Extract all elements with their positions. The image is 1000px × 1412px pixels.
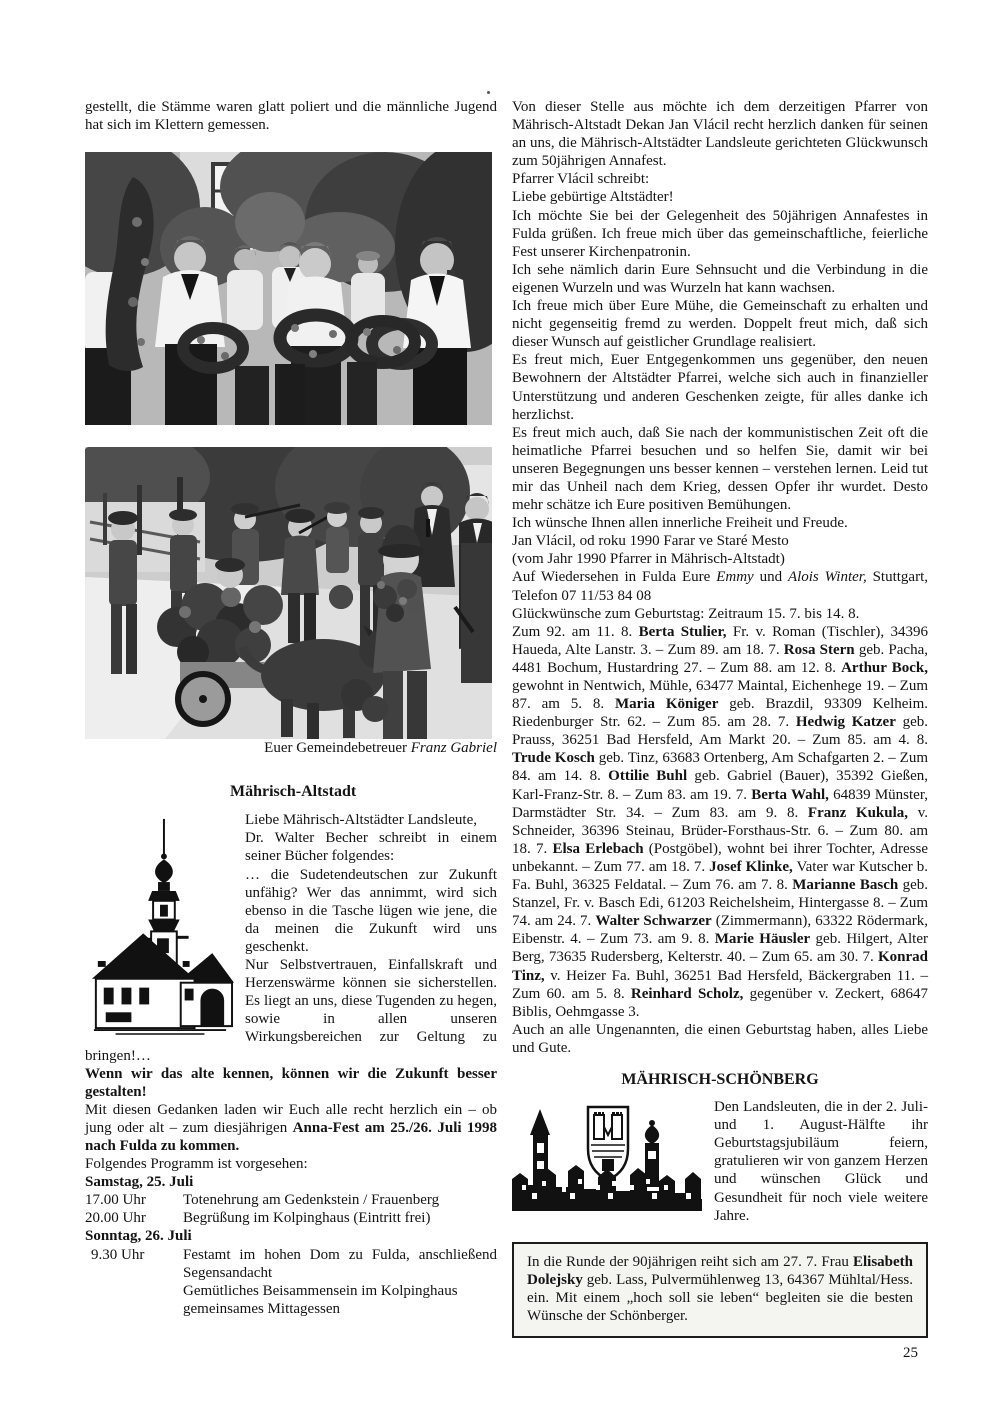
church-illustration xyxy=(85,813,235,1035)
paragraph: Ich wünsche Ihnen allen innerliche Freiheit und Freude. xyxy=(512,515,848,532)
program-time: 9.30 Uhr xyxy=(91,1246,145,1263)
birthday-list: Zum 92. am 11. 8. Berta Stulier, Fr. v. Roman (Tischler), 34396 Haueda, Alte Lanstr. 3. – Zum 89. am 18. 7. Rosa Stern geb. Pacha, 4481 Bochum, Hustardring 27. – Zum 88. am 12. 8. Arthur Bock, gewohnt in Nentwich, Mühle, 63477 Maintal, Eichenhege 19. – Zum 87. am 5. 8. Maria Königer geb. Brazdil, 93309 Kelheim. Riedenburger Str. 62. – Zum 85. am 28. 7. Hedwig Katzer geb. Prauss, 36251 Bad Hersfeld, Am Markt 20. – Zum 85. am 4. 8. Trude Kosch geb. Tinz, 63683 Ortenberg, Am Schafgarten 2. – Zum 84. am 14. 8. Ottilie Buhl geb. Gabriel (Bauer), 35392 Gießen, Karl-Franz-Str. 8. – Zum 83. am 19. 7. Berta Wahl, 64839 Münster, Darmstädter Str. 34. – Zum 83. am 9. 8. Franz Kukula, v. Schneider, 36396 Steinau, Brüder-Forsthaus-Str. 6. – Zum 80. am 18. 7. Elsa Erlebach (Postgöbel), wohnt bei ihrer Tochter, Adresse unbekannt. – Zum 77. am 18. 7. Josef Klinke, Vater war Kutscher b. Fa. Buhl, 36325 Feldatal. – Zum 76. am 7. 8. Marianne Basch geb. Stanzel, Fr. v. Basch Edi, 61203 Reichelsheim, Hintergasse 8. – Zum 74. am 24. 7. Walter Schwarzer (Zimmermann), 63322 Rödermark, Eibenstr. 4. – Zum 73. am 9. 8. Marie Häusler geb. Hilgert, Alter Berg, 73635 Rudersberg, Kelterstr. 40. – Zum 65. am 30. 7. Konrad Tinz, v. Heizer Fa. Buhl, 36251 Bad Hersfeld, Bäckergraben 11. – Zum 60. am 5. 8. Reinhard Scholz, gegenüber v. Zeckert, 68647 Biblis, Oehmgasse 3. xyxy=(512,623,929,1020)
paragraph: Es freut mich auch, daß Sie nach der kommunistischen Zeit oft die heimatliche Pfarrei besuchen und so helfen Sie, damit wir bei unseren Begegnungen uns besser kennen – verstehen lernen. Leid tut mir das Unheil nach dem Krieg, dessen Opfer ihr wurdet. Desto mehr schätze ich Eure positiven Bemühungen. xyxy=(512,424,928,514)
annafest-photo-girls-with-garlands xyxy=(85,152,492,425)
annafest-photo-procession-dog-cart xyxy=(85,447,492,739)
schoenberg-text: Den Landsleuten, die in der 2. Juli- und 1. August-Hälfte ihr Geburtstagsjubiläum feiern, gratulieren wir von ganzem Herzen und wünschen Glück und Gesundheit für noch viele weitere Jahre. xyxy=(714,1099,928,1224)
program-time xyxy=(85,1282,183,1300)
birthday-outro: Auch an alle Ungenannten, die einen Geburtstag haben, alles Liebe und Gute. xyxy=(512,1021,928,1056)
altstadt-paragraph: Nur Selbstvertrauen, Einfallskraft und Herzenswärme können sie sicherstellen. Es liegt an uns, diese Tugenden zu hegen, sowie in allen unseren Wirkungsbereichen zur Geltung zu bringen!… xyxy=(85,957,497,1064)
program-text: Festamt im hohen Dom zu Fulda, anschließend Segensandacht xyxy=(183,1246,497,1281)
program-text: Begrüßung im Kolpinghaus (Eintritt frei) xyxy=(183,1210,431,1227)
town-drawing xyxy=(512,1101,702,1213)
paragraph: Ich möchte Sie bei der Gelegenheit des 50jährigen Annafestes in Fulda grüßen. Ich freue mich über das gemeinschaftliche, feierliche Fest unserer Kirchenpatronin. xyxy=(512,207,928,260)
altstadt-bold-line: Wenn wir das alte kennen, können wir die Zukunft besser gestalten! xyxy=(85,1065,497,1100)
right-column xyxy=(512,98,928,1338)
program-time xyxy=(85,1300,183,1318)
paragraph: Pfarrer Vlácil schreibt: xyxy=(512,171,650,188)
program-intro: Folgendes Programm ist vorgesehen: xyxy=(85,1156,308,1173)
print-artifact-dot xyxy=(487,91,490,94)
program-item xyxy=(85,1246,497,1282)
section-heading-maehrisch-schoenberg: MÄHRISCH-SCHÖNBERG xyxy=(621,1070,819,1088)
birthday-intro: Glückwünsche zum Geburtstag: Zeitraum 15. 7. bis 14. 8. xyxy=(512,605,860,622)
paragraph: Von dieser Stelle aus möchte ich dem derzeitigen Pfarrer von Mährisch-Altstadt Dekan Jan Vlácil recht herzlich danken für seinen an uns, die Mährisch-Altstädter Landsleute gerichteten Glückwunsch zum 50jährigen Annafest. xyxy=(512,99,928,170)
altstadt-paragraph: Dr. Walter Becher schreibt in einem seiner Bücher folgendes: xyxy=(245,830,497,865)
paragraph: (vom Jahr 1990 Pfarrer in Mährisch-Altstadt) xyxy=(512,551,785,568)
birthday-notice-box xyxy=(512,1242,928,1338)
program-day-label: Samstag, 25. Juli xyxy=(85,1174,194,1191)
altstadt-paragraph: Liebe Mährisch-Altstädter Landsleute, xyxy=(245,812,478,829)
church-drawing xyxy=(85,813,235,1035)
town-illustration xyxy=(512,1101,702,1213)
intro-paragraph: gestellt, die Stämme waren glatt poliert und die männliche Jugend hat sich im Klettern gemessen. xyxy=(85,99,497,134)
altstadt-section xyxy=(85,811,497,1064)
program-item xyxy=(85,1209,497,1227)
program-time: 20.00 Uhr xyxy=(85,1210,146,1227)
paragraph: Es freut mich, Euer Entgegenkommen uns gegenüber, den neuen Bewohnern der Altstädter Pfarrei, welche sich auch in finanzieller Unterstützung und anderen Geschenken zeigte, für alles danke ich herzlichst. xyxy=(512,352,928,423)
invitation-paragraph: Mit diesen Gedanken laden wir Euch alle recht herzlich ein – ob jung oder alt – zum diesjährigen Anna-Fest am 25./26. Juli 1998 nach Fulda zu kommen. xyxy=(85,1101,497,1154)
program-item xyxy=(85,1300,497,1318)
farewell-paragraph: Auf Wiedersehen in Fulda Eure Emmy und Alois Winter, Stuttgart, Telefon 07 11/53 84 08 xyxy=(512,569,928,604)
paragraph: Jan Vlácil, od roku 1990 Farar ve Staré Mesto xyxy=(512,533,789,550)
page-number: 25 xyxy=(903,1345,918,1361)
left-column xyxy=(85,98,497,1318)
paragraph: Ich sehe nämlich darin Eure Sehnsucht und die Verbindung in die eigenen Wurzeln und was Wurzeln hat kann wachsen. xyxy=(512,261,928,296)
paragraph: Liebe gebürtige Altstädter! xyxy=(512,189,674,206)
paragraph: Ich freue mich über Eure Mühe, die Gemeinschaft zu erhalten und nicht gegenseitig fremd zu werden. Doppelt freut mich, daß sich dieser Wunsch auf geistlicher Grundlage realisiert. xyxy=(512,298,928,351)
program-time: 17.00 Uhr xyxy=(85,1192,146,1209)
program-text: Gemütliches Beisammensein im Kolpinghaus xyxy=(183,1282,458,1299)
program-text: Totenehrung am Gedenkstein / Frauenberg xyxy=(183,1192,440,1209)
photo-caption: Euer Gemeindebetreuer Franz Gabriel xyxy=(264,740,497,757)
program-text: gemeinsames Mittagessen xyxy=(183,1300,341,1317)
photo-procession-illustration xyxy=(85,447,492,739)
program-item xyxy=(85,1282,497,1300)
program-item xyxy=(85,1191,497,1209)
schoenberg-section xyxy=(512,1098,928,1225)
section-heading-maehrisch-altstadt: Mährisch-Altstadt xyxy=(230,783,357,801)
altstadt-paragraph: … die Sudetendeutschen zur Zukunft unfähig? Wer das annimmt, wird sich ebenso in die Tasche lügen wie jene, die da meinen die Zukunft wird uns geschenkt. xyxy=(245,866,497,955)
photo-girls-illustration xyxy=(85,152,492,425)
program-day-label: Sonntag, 26. Juli xyxy=(85,1228,192,1245)
notice-text: In die Runde der 90jährigen reiht sich am 27. 7. Frau Elisabeth Dolejsky geb. Lass, Pulvermühlenweg 13, 64367 Mühltal/Hess. ein. Mit einem „hoch soll sie leben“ begleiten sie die besten Wünsche der Schönberger. xyxy=(527,1253,913,1324)
